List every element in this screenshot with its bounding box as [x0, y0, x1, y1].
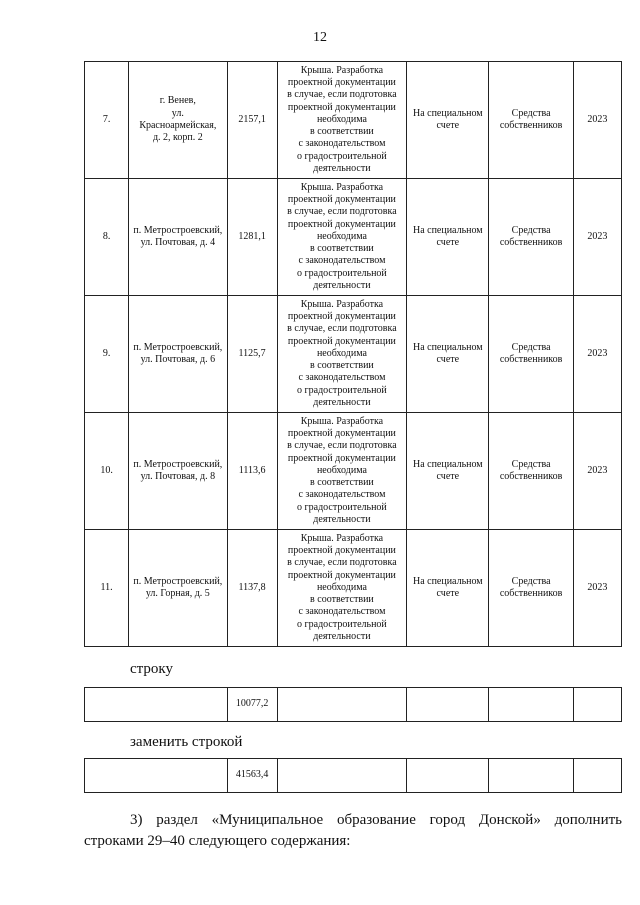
area-cell: 1125,7 — [227, 296, 277, 413]
amendment-paragraph-line1: 3) раздел «Муниципальное образование город Донской» дополнить — [130, 812, 622, 828]
table-row — [85, 413, 622, 530]
address-cell: п. Метростроевский, ул. Горная, д. 5 — [129, 530, 227, 647]
row-number-cell: 11. — [85, 530, 129, 647]
new-total-row — [84, 758, 622, 793]
year-cell: 2023 — [573, 530, 621, 647]
address-cell: п. Метростроевский, ул. Почтовая, д. 6 — [129, 296, 227, 413]
year-cell: 2023 — [573, 62, 621, 179]
account-type-cell: На специальном счете — [407, 179, 489, 296]
work-description-cell: Крыша. Разработка проектной документации в случае, если подготовка проектной документации необходима в соответствии с законодательством о градостроительной деятельности — [277, 413, 406, 530]
total-empty-cell — [277, 688, 406, 722]
old-total-value: 10077,2 — [227, 688, 277, 722]
label-stroku: строку — [130, 661, 173, 677]
total-empty-cell — [489, 688, 573, 722]
amendment-paragraph-line2: строками 29–40 следующего содержания: — [84, 833, 351, 849]
account-type-cell: На специальном счете — [407, 62, 489, 179]
table-row — [85, 179, 622, 296]
area-cell: 1281,1 — [227, 179, 277, 296]
funding-source-cell: Средства собственников — [489, 62, 573, 179]
account-type-cell: На специальном счете — [407, 413, 489, 530]
account-type-cell: На специальном счете — [407, 296, 489, 413]
year-cell: 2023 — [573, 296, 621, 413]
label-zamenit: заменить строкой — [130, 734, 243, 750]
area-cell: 1113,6 — [227, 413, 277, 530]
total-label-cell — [85, 688, 228, 722]
address-cell: г. Венев, ул. Красноармейская, д. 2, корп. 2 — [129, 62, 227, 179]
area-cell: 2157,1 — [227, 62, 277, 179]
funding-source-cell: Средства собственников — [489, 179, 573, 296]
row-number-cell: 10. — [85, 413, 129, 530]
year-cell: 2023 — [573, 413, 621, 530]
work-description-cell: Крыша. Разработка проектной документации в случае, если подготовка проектной документации необходима в соответствии с законодательством о градостроительной деятельности — [277, 179, 406, 296]
total-empty-cell — [407, 688, 489, 722]
table-row — [85, 296, 622, 413]
register-table — [84, 61, 622, 647]
table-row — [85, 530, 622, 647]
total-empty-cell — [277, 759, 406, 793]
total-empty-cell — [573, 688, 621, 722]
row-number-cell: 9. — [85, 296, 129, 413]
page-number: 12 — [313, 30, 327, 45]
address-cell: п. Метростроевский, ул. Почтовая, д. 4 — [129, 179, 227, 296]
work-description-cell: Крыша. Разработка проектной документации в случае, если подготовка проектной документации необходима в соответствии с законодательством о градостроительной деятельности — [277, 296, 406, 413]
total-empty-cell — [573, 759, 621, 793]
year-cell: 2023 — [573, 179, 621, 296]
funding-source-cell: Средства собственников — [489, 296, 573, 413]
row-number-cell: 8. — [85, 179, 129, 296]
table-row — [85, 62, 622, 179]
funding-source-cell: Средства собственников — [489, 413, 573, 530]
total-label-cell — [85, 759, 228, 793]
area-cell: 1137,8 — [227, 530, 277, 647]
account-type-cell: На специальном счете — [407, 530, 489, 647]
old-total-row — [84, 687, 622, 722]
total-empty-cell — [489, 759, 573, 793]
funding-source-cell: Средства собственников — [489, 530, 573, 647]
address-cell: п. Метростроевский, ул. Почтовая, д. 8 — [129, 413, 227, 530]
row-number-cell: 7. — [85, 62, 129, 179]
work-description-cell: Крыша. Разработка проектной документации в случае, если подготовка проектной документации необходима в соответствии с законодательством о градостроительной деятельности — [277, 530, 406, 647]
total-empty-cell — [407, 759, 489, 793]
work-description-cell: Крыша. Разработка проектной документации в случае, если подготовка проектной документации необходима в соответствии с законодательством о градостроительной деятельности — [277, 62, 406, 179]
new-total-value: 41563,4 — [227, 759, 277, 793]
